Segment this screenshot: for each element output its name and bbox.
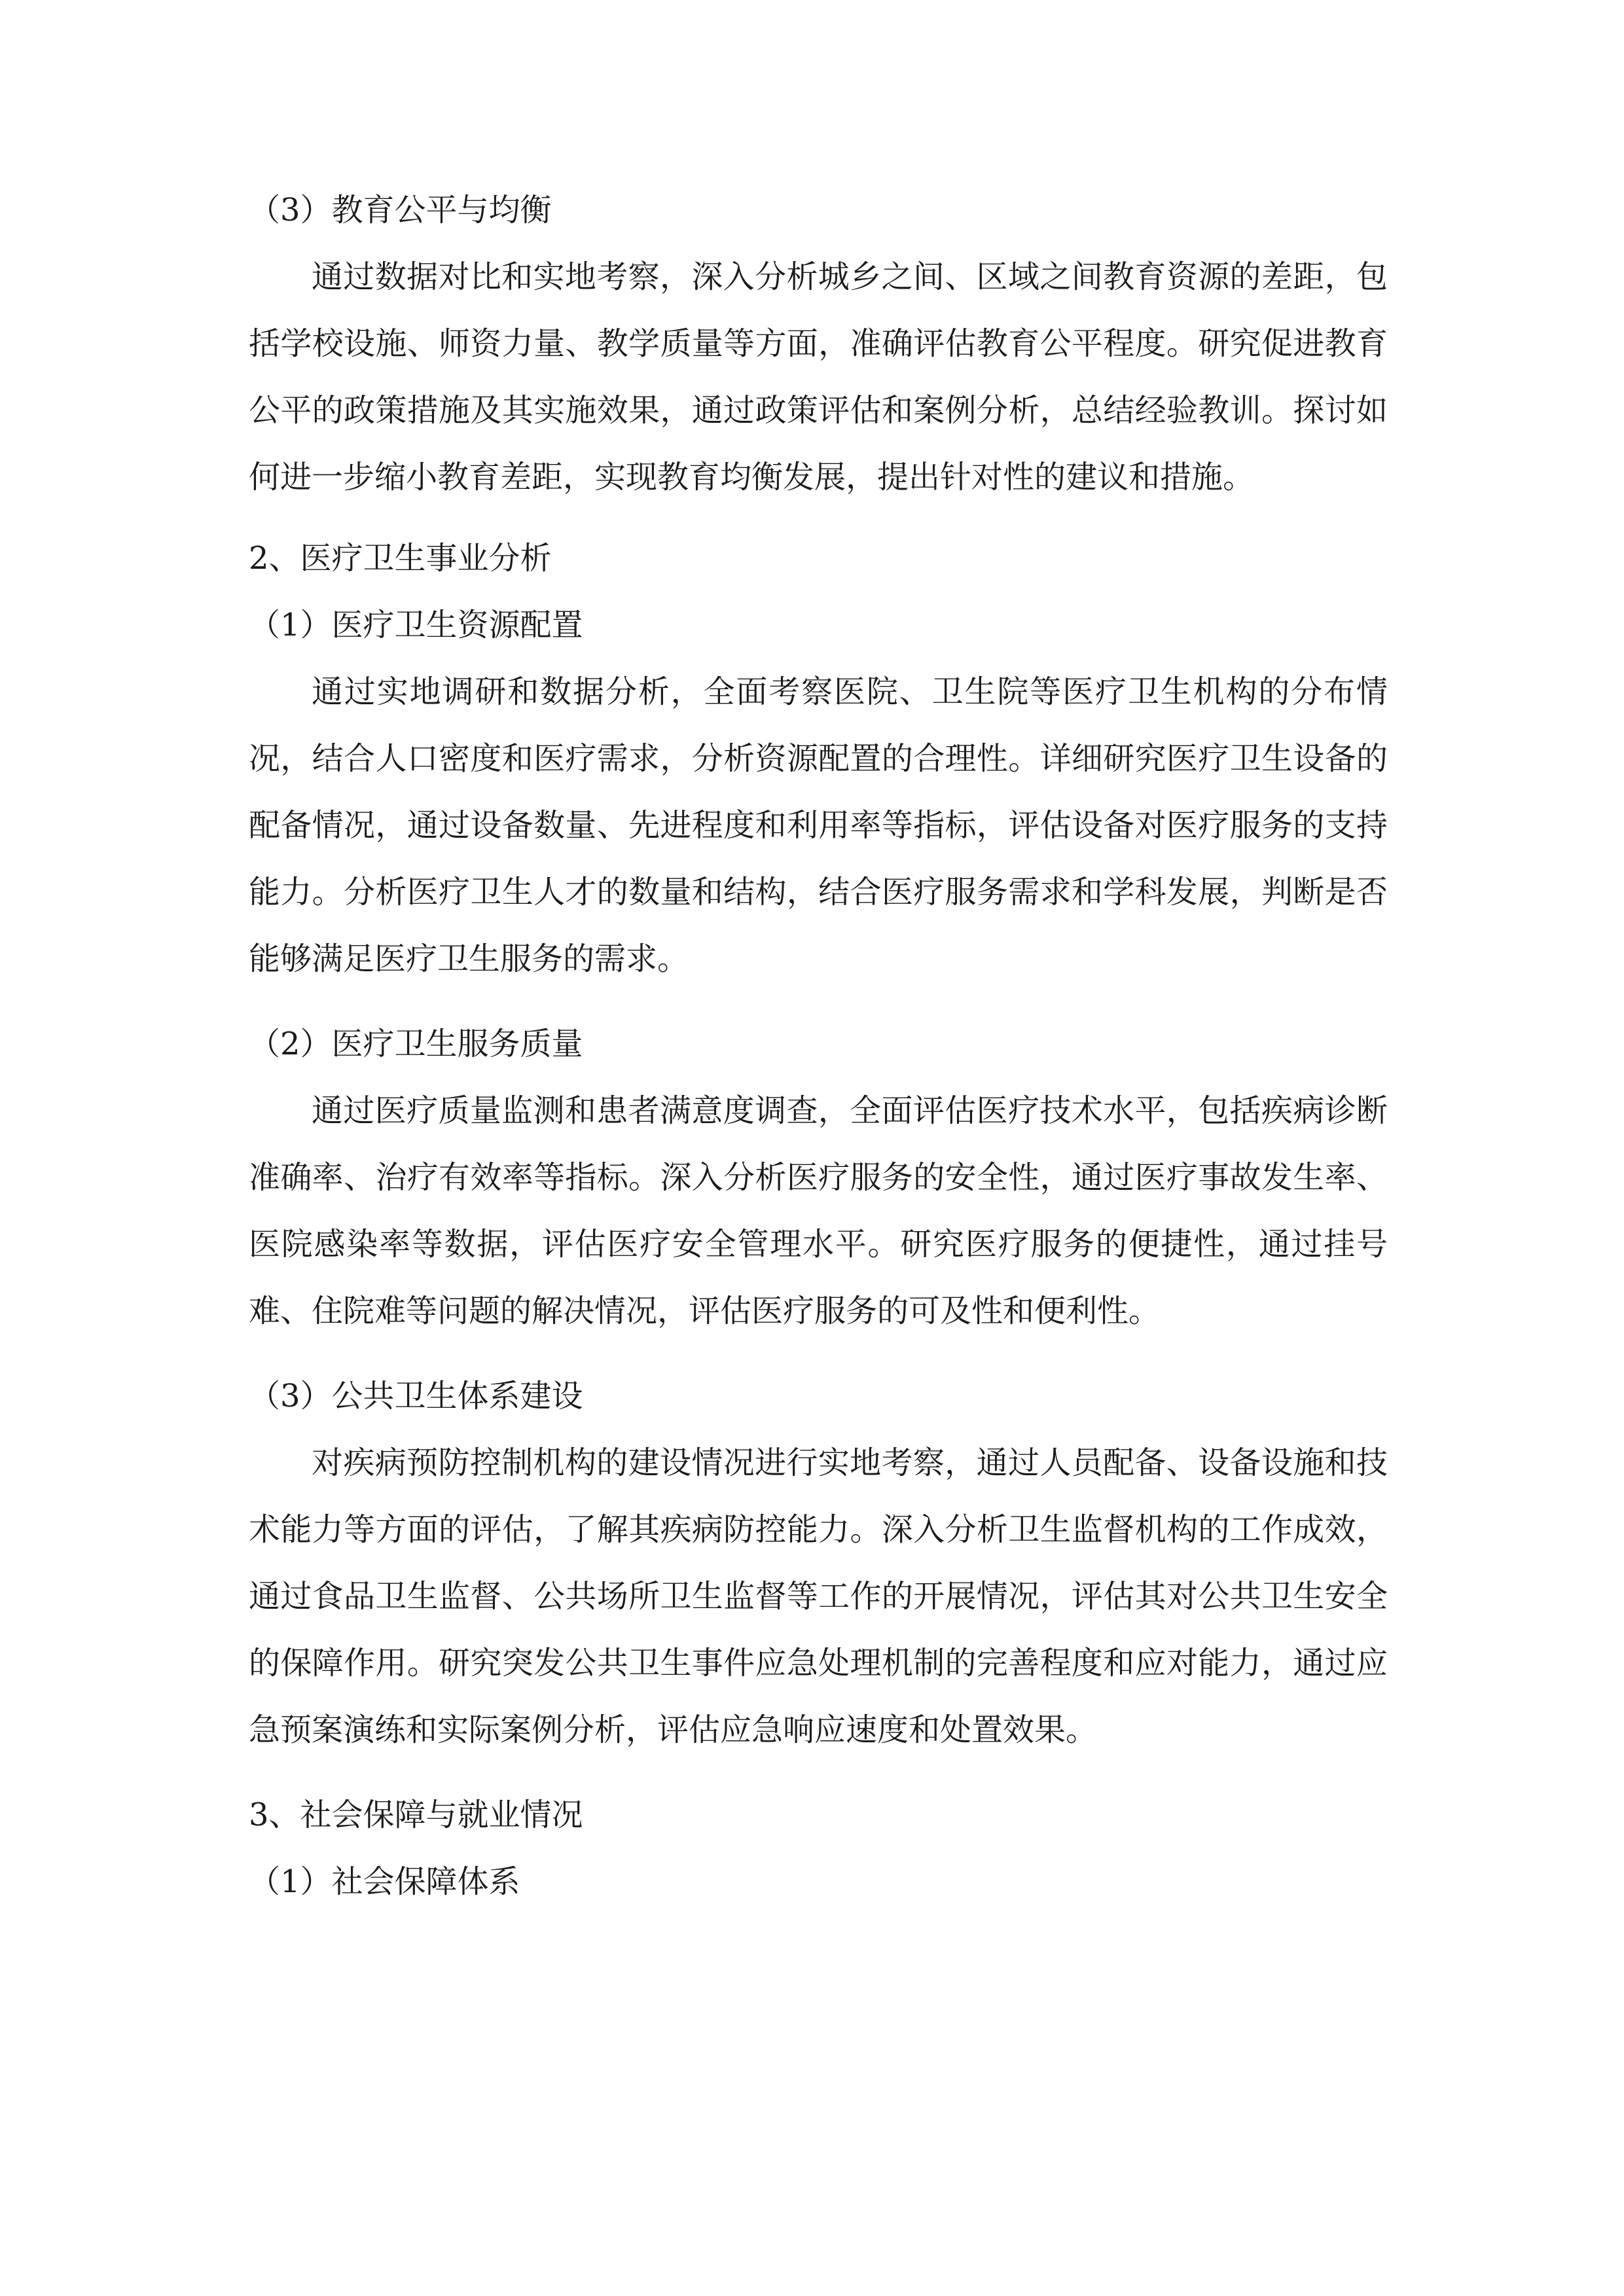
subheading-medical-resources: （1）医疗卫生资源配置	[249, 607, 583, 643]
spacer	[249, 511, 1388, 525]
spacer	[249, 1344, 1388, 1363]
section-heading-medical: 2、医疗卫生事业分析	[249, 540, 552, 577]
subheading-education-equity: （3）教育公平与均衡	[249, 192, 552, 228]
paragraph-public-health: 对疾病预防控制机构的建设情况进行实地考察，通过人员配备、设备设施和技术能力等方面的评估，了解其疾病防控能力。深入分析卫生监督机构的工作成效，通过食品卫生监督、公共场所卫生监督等工作的开展情况，评估其对公共卫生安全的保障作用。研究突发公共卫生事件应急处理机制的完善程度和应对能力，通过应急预案演练和实际案例分析，评估应急响应速度和处置效果。	[249, 1444, 1388, 1748]
subheading-social-security: （1）社会保障体系	[249, 1863, 520, 1900]
paragraph-medical-quality: 通过医疗质量监测和患者满意度调查，全面评估医疗技术水平，包括疾病诊断准确率、治疗有效率等指标。深入分析医疗服务的安全性，通过医疗事故发生率、医院感染率等数据，评估医疗安全管理水平。研究医疗服务的便捷性，通过挂号难、住院难等问题的解决情况，评估医疗服务的可及性和便利性。	[249, 1092, 1388, 1329]
paragraph-education-equity: 通过数据对比和实地考察，深入分析城乡之间、区域之间教育资源的差距，包括学校设施、师资力量、教学质量等方面，准确评估教育公平程度。研究促进教育公平的政策措施及其实施效果，通过政策评估和案例分析，总结经验教训。探讨如何进一步缩小教育差距，实现教育均衡发展，提出针对性的建议和措施。	[249, 259, 1388, 495]
subheading-medical-quality: （2）医疗卫生服务质量	[249, 1026, 583, 1062]
document-body	[249, 177, 1388, 1915]
spacer	[249, 1763, 1388, 1782]
section-heading-social: 3、社会保障与就业情况	[249, 1797, 583, 1833]
subheading-public-health: （3）公共卫生体系建设	[249, 1378, 583, 1414]
spacer	[249, 992, 1388, 1011]
paragraph-medical-resources: 通过实地调研和数据分析，全面考察医院、卫生院等医疗卫生机构的分布情况，结合人口密度和医疗需求，分析资源配置的合理性。详细研究医疗卫生设备的配备情况，通过设备数量、先进程度和利用率等指标，评估设备对医疗服务的支持能力。分析医疗卫生人才的数量和结构，结合医疗服务需求和学科发展，判断是否能够满足医疗卫生服务的需求。	[249, 673, 1388, 977]
